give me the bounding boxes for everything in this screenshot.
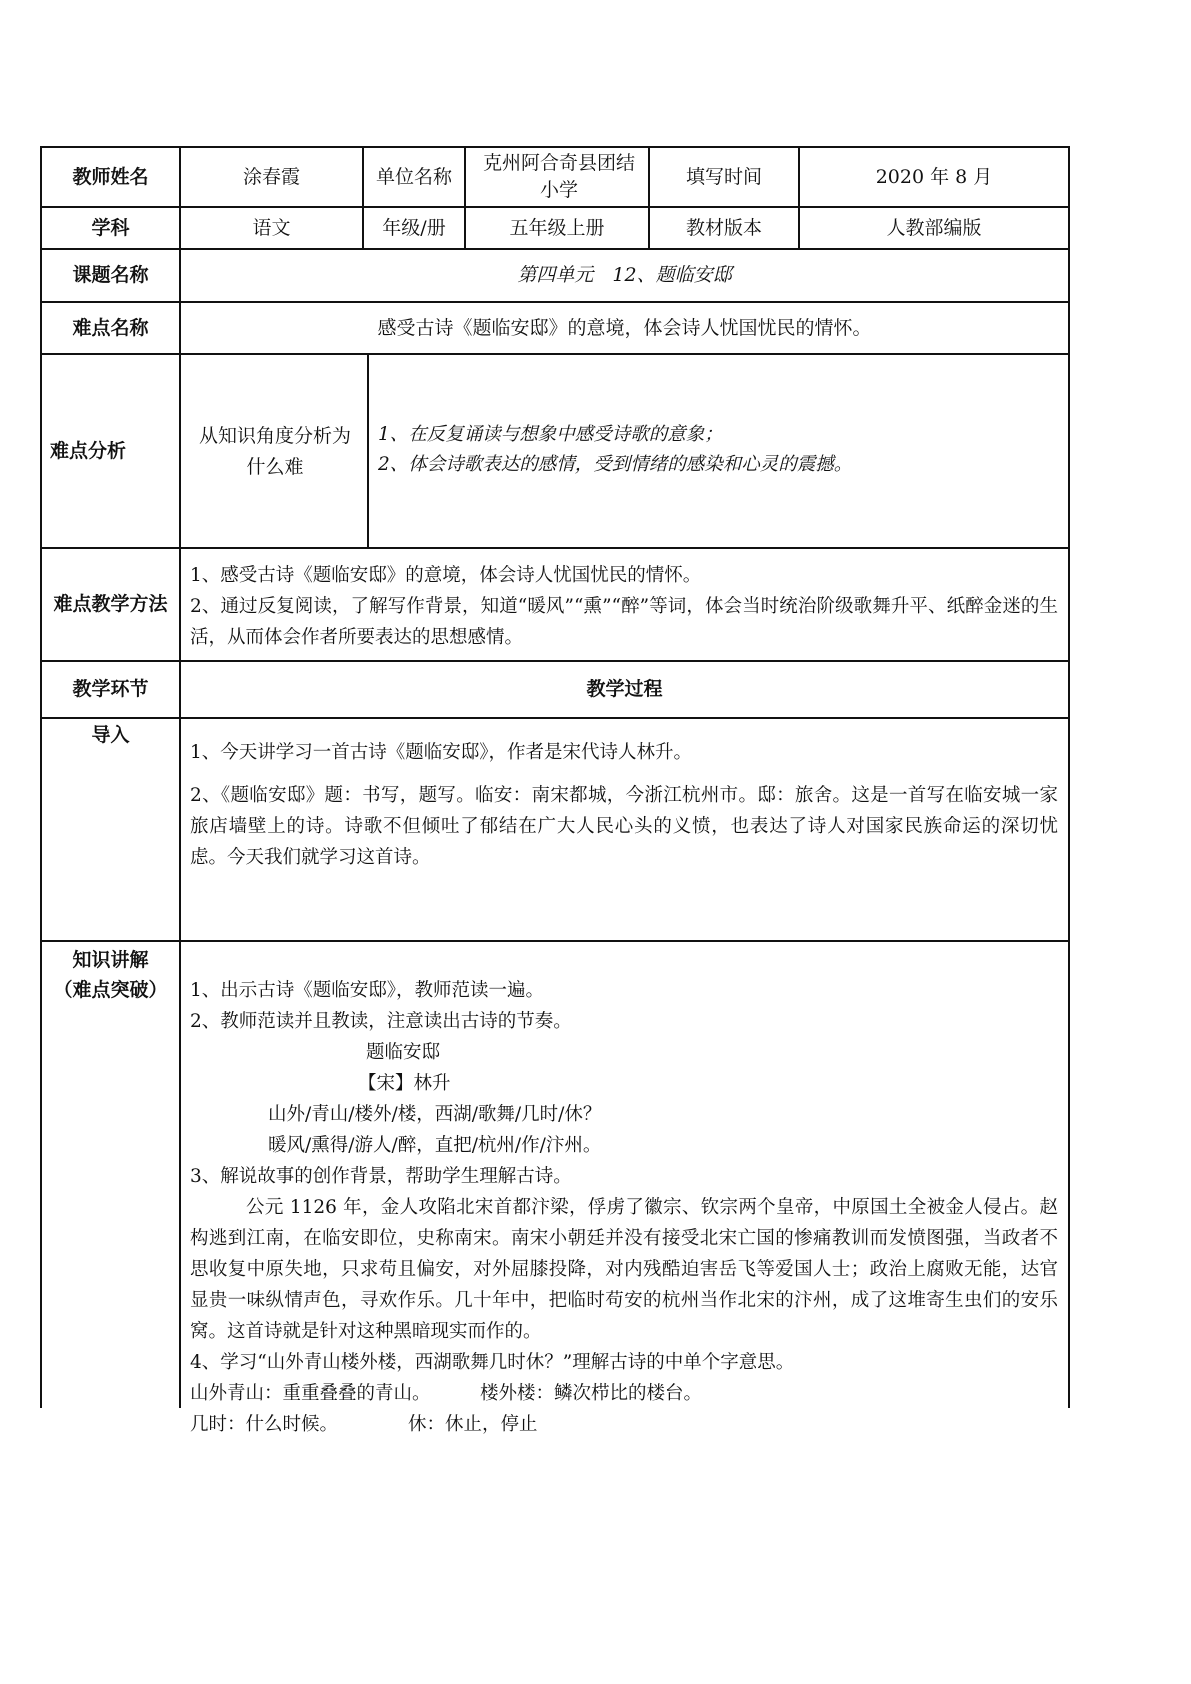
intro-paragraph: 2、《题临安邸》题：书写，题写。临安：南宋都城，今浙江杭州市。邸：旅舍。这是一首写在临安城一家旅店墙壁上的诗。诗歌不但倾吐了郁结在广大人民心头的义愤，也表达了诗人对国家民族命运的深切忧虑。今天我们就学习这首诗。 [190,785,1058,868]
analysis-line: 2、体会诗歌表达的感情，受到情绪的感染和心灵的震撼。 [378,454,853,475]
knowledge-sublabel: （难点突破） [53,978,168,1001]
knowledge-step: 2、教师范读并且教读，注意读出古诗的节奏。 [190,1011,572,1032]
poem-title: 题临安邸 [366,1042,441,1063]
row-divider [41,353,1070,355]
row-divider [41,717,1070,719]
knowledge-step: 1、出示古诗《题临安邸》，教师范读一遍。 [190,980,545,1001]
gloss-term: 山外青山：重重叠叠的青山。 [190,1383,431,1404]
table-border-right [1068,146,1070,1408]
unit-name-label: 单位名称 [375,165,452,188]
topic-label: 课题名称 [72,264,149,286]
knowledge-step: 4、学习“山外青山楼外楼，西湖歌舞几时休？”理解古诗的中单个字意思。 [190,1352,795,1373]
analysis-content [378,420,1058,480]
fill-date: 2020 年 8 月 [875,165,993,188]
gloss-term: 楼外楼：鳞次栉比的楼台。 [480,1383,703,1404]
row-divider [41,940,1070,942]
poem-line: 暖风/熏得/游人/醉，直把/杭州/作/汴州。 [268,1135,602,1156]
grade-label: 年级/册 [382,216,446,239]
intro-label: 导入 [91,723,130,746]
difficulty-label: 难点名称 [72,316,149,339]
gloss-line [190,1409,1058,1440]
knowledge-label: 知识讲解 [72,948,149,971]
teaching-process-label: 教学过程 [586,678,663,700]
row-divider [41,547,1070,549]
textbook-edition: 人教部编版 [886,216,982,239]
date-label: 填写时间 [685,165,762,188]
poem-author: 【宋】林升 [358,1073,451,1094]
subject-label: 学科 [91,216,130,239]
teaching-stage-label: 教学环节 [72,678,149,700]
analysis-sub-label: 从知识角度分析为什么难 [198,425,351,478]
analysis-label: 难点分析 [50,439,127,462]
teacher-name: 涂春霞 [242,165,300,188]
poem-line: 山外/青山/楼外/楼，西湖/歌舞/几时/休？ [268,1104,602,1125]
unit-name: 克州阿合奇县团结小学 [482,152,635,201]
topic-value: 第四单元 12、题临安邸 [517,264,732,286]
gloss-line [190,1378,1058,1409]
difficulty-value: 感受古诗《题临安邸》的意境，体会诗人忧国忧民的情怀。 [377,316,872,339]
background-paragraph: 公元 1126 年，金人攻陷北宋首都汴梁，俘虏了徽宗、钦宗两个皇帝，中原国土全被金人侵占。赵构逃到江南，在临安即位，史称南宋。南宋小朝廷并没有接受北宋亡国的惨痛教训而发愤图强，当政者不思收复中原失地，只求苟且偏安，对外屈膝投降，对内残酷迫害岳飞等爱国人士；政治上腐败无能，达官显贵一味纵情声色，寻欢作乐。几十年中，把临时苟安的杭州当作北宋的汴州，成了这堆寄生虫们的安乐窝。这首诗就是针对这种黑暗现实而作的。 [190,1197,1058,1342]
gloss-term: 几时：什么时候。 [190,1414,339,1435]
intro-paragraph: 1、今天讲学习一首古诗《题临安邸》，作者是宋代诗人林升。 [190,742,693,763]
analysis-col-divider [367,353,369,549]
method-label: 难点教学方法 [53,593,168,615]
method-content [190,560,1058,653]
method-line: 2、通过反复阅读，了解写作背景，知道“暖风”“熏”“醉”等词，体会当时统治阶级歌舞升平、纸醉金迷的生活，从而体会作者所要表达的思想感情。 [190,596,1058,648]
gloss-term: 休：休止，停止 [408,1414,538,1435]
subject: 语文 [252,216,291,239]
intro-content [190,737,1058,873]
edition-label: 教材版本 [685,216,762,239]
method-line: 1、感受古诗《题临安邸》的意境，体会诗人忧国忧民的情怀。 [190,565,702,586]
grade: 五年级上册 [509,216,605,239]
teacher-name-label: 教师姓名 [72,165,149,188]
knowledge-content [190,975,1058,1440]
knowledge-step: 3、解说故事的创作背景，帮助学生理解古诗。 [190,1166,572,1187]
analysis-line: 1、在反复诵读与想象中感受诗歌的意象； [378,424,723,445]
